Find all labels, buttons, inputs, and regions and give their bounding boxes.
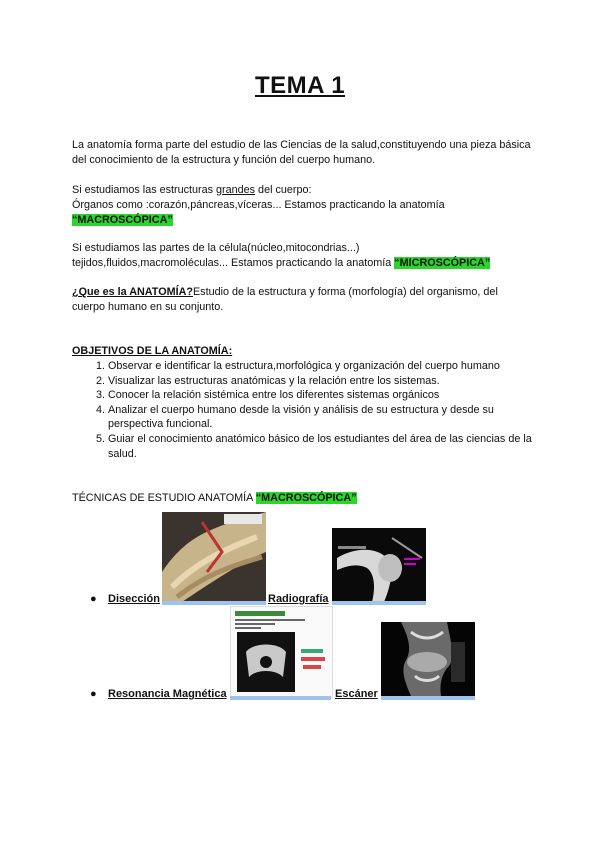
list-item: 2. Visualizar las estructuras anatómicas y la relación entre los sistemas.: [108, 374, 532, 389]
macro-highlight: “MACROSCÓPICA”: [72, 214, 173, 226]
dissection-underline: [162, 601, 266, 605]
tech-resonancia: Resonancia Magnética: [108, 688, 227, 700]
micro-highlight: “MICROSCÓPICA”: [394, 257, 491, 269]
objectives-list: [72, 359, 532, 461]
techniques-row-1: [90, 593, 97, 605]
resonance-underline: [230, 696, 331, 700]
dissection-photo-svg: [162, 512, 266, 602]
bullet-icon: ●: [90, 688, 97, 700]
resonance-photo-svg: [231, 607, 332, 697]
definition-question: ¿Que es la ANATOMÍA?: [72, 286, 193, 298]
macro-line2: Órganos como :corazón,páncreas,víceras... Estamos practicando la anatomía: [72, 199, 445, 211]
dissection-image: [162, 512, 266, 602]
list-item: 1. Observar e identificar la estructura,morfológica y organización del cuerpo humano: [108, 359, 532, 374]
tech-escaner: Escáner: [335, 688, 378, 700]
objectives-heading: OBJETIVOS DE LA ANATOMÍA:: [72, 345, 233, 357]
list-item: 5. Guiar el conocimiento anatómico básico de los estudiantes del área de las ciencias de la salud.: [108, 432, 532, 461]
macro-paragraph: [72, 183, 532, 228]
page-title: TEMA 1: [254, 72, 346, 99]
techniques-row-2: [90, 688, 97, 700]
list-item: 3. Conocer la relación sistémica entre los diferentes sistemas orgánicos: [108, 388, 532, 403]
scanner-photo-svg: [381, 622, 475, 696]
scanner-image: [381, 622, 475, 696]
tech-diseccion: Disección: [108, 593, 160, 605]
macro-line1-underlined: grandes: [216, 184, 256, 196]
techniques-highlight: “MACROSCÓPICA”: [255, 492, 357, 504]
objectives-section: [72, 344, 532, 461]
macro-line1-pre: Si estudiamos las estructuras: [72, 184, 217, 196]
micro-paragraph: [72, 241, 532, 271]
intro-paragraph: La anatomía forma parte del estudio de las Ciencias de la salud,constituyendo una pieza básica del conocimiento de la estructura y función del cuerpo humano.: [72, 139, 531, 166]
macro-line1-post: del cuerpo:: [255, 184, 312, 196]
definition-text: Estudio de la estructura y forma (morfología) del organismo, del cuerpo humano en su conjunto.: [72, 286, 498, 313]
definition-paragraph: [72, 285, 532, 315]
micro-line1: Si estudiamos las partes de la célula(núcleo,mitocondrias...): [72, 242, 360, 254]
bullet-icon: ●: [90, 593, 97, 605]
radiography-image: [332, 528, 426, 602]
resonance-image: [230, 606, 333, 698]
techniques-heading: [72, 491, 532, 506]
scanner-underline: [381, 696, 475, 700]
radiography-photo-svg: [332, 528, 426, 602]
radiography-underline: [332, 601, 426, 605]
list-item: 4. Analizar el cuerpo humano desde la visión y análisis de su estructura y desde su perspectiva funcional.: [108, 403, 532, 432]
techniques-heading-text: TÉCNICAS DE ESTUDIO ANATOMÍA: [72, 492, 256, 504]
micro-line2: tejidos,fluidos,macromoléculas... Estamos practicando la anatomía: [72, 257, 395, 269]
tech-radiografia: Radiografía: [268, 593, 329, 605]
